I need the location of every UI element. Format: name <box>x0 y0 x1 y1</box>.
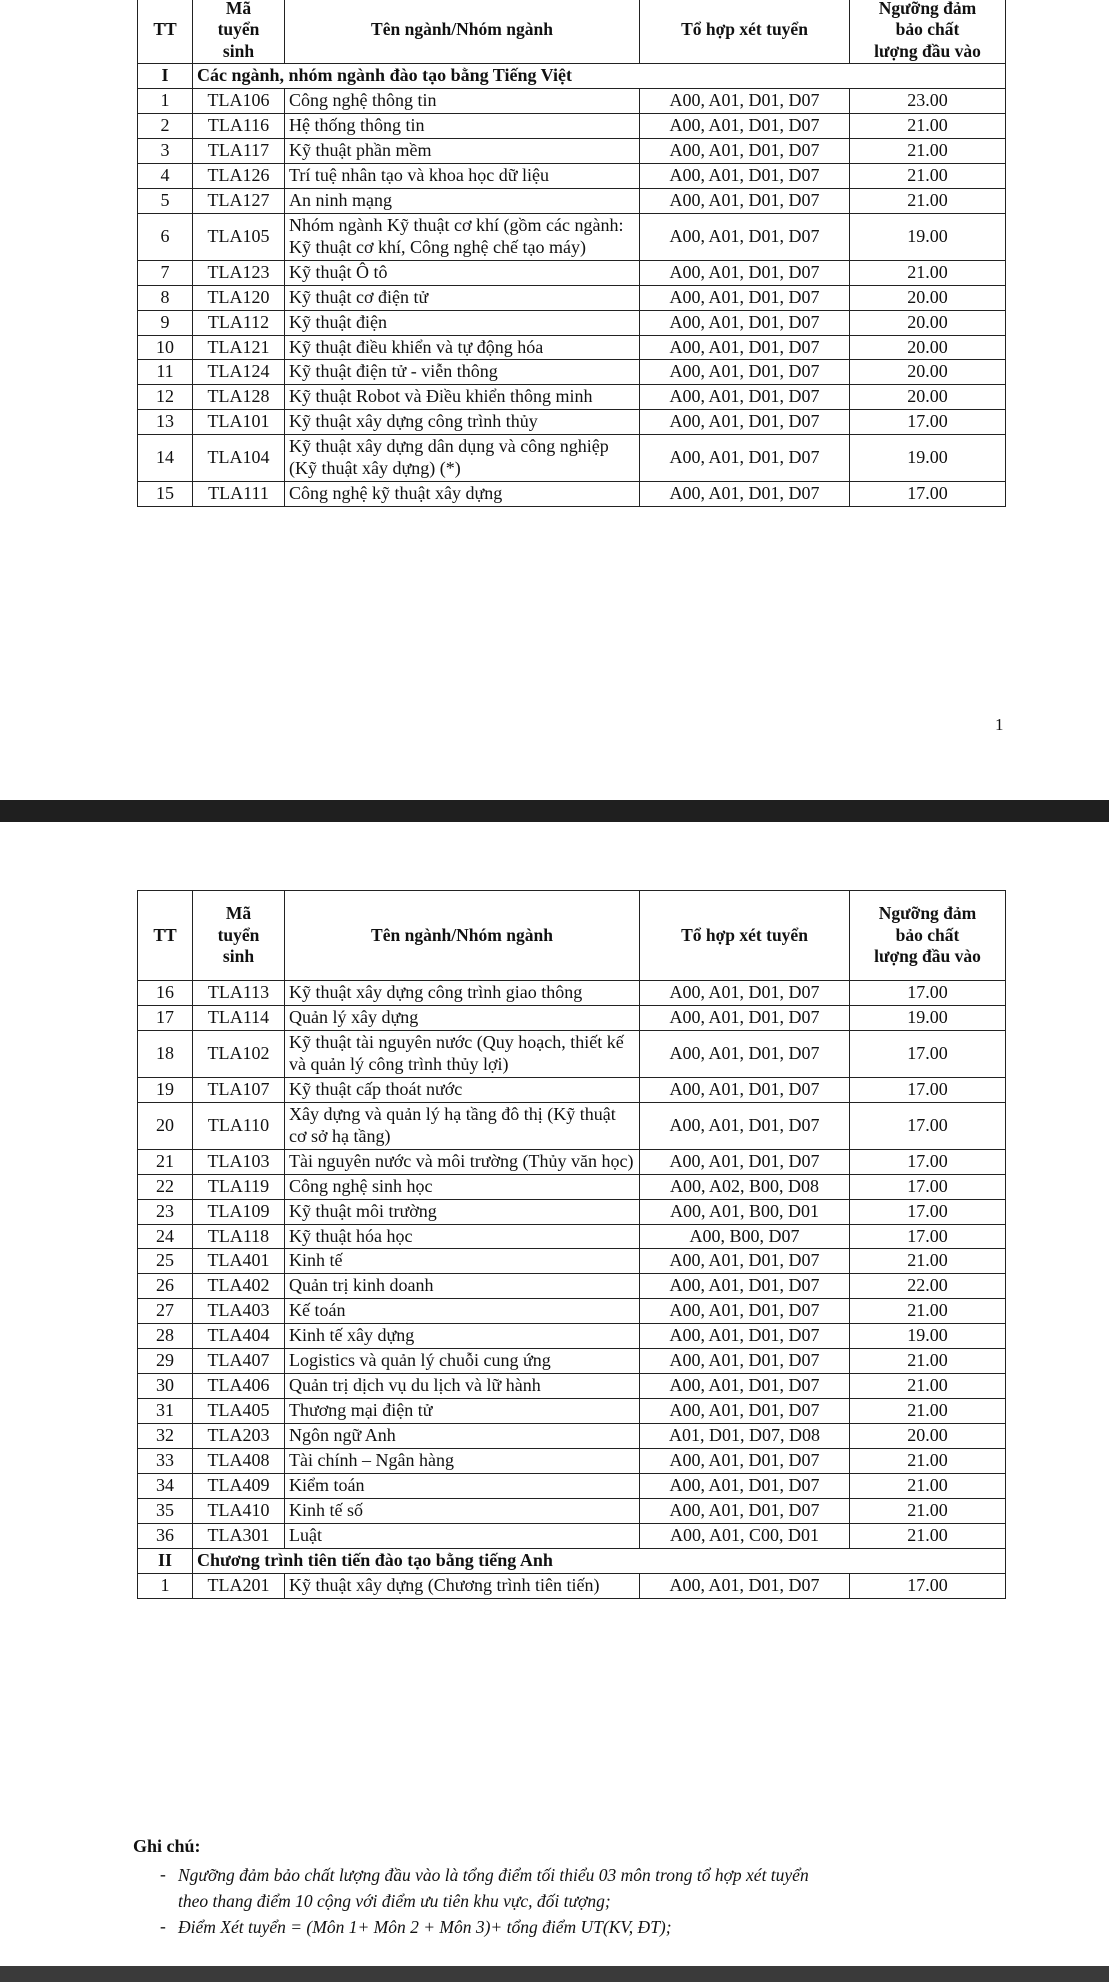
row-score: 21.00 <box>850 138 1006 163</box>
row-code: TLA109 <box>193 1199 285 1224</box>
table-row <box>138 113 1006 138</box>
header-score-line3: lượng đầu vào <box>874 946 981 967</box>
row-tt: 33 <box>138 1449 193 1474</box>
row-combo: A00, A01, D01, D07 <box>640 88 850 113</box>
row-name: Kỹ thuật cấp thoát nước <box>285 1077 640 1102</box>
header-tt: TT <box>138 0 193 64</box>
row-code: TLA111 <box>193 482 285 507</box>
row-name: Tài nguyên nước và môi trường (Thủy văn học) <box>285 1149 640 1174</box>
row-name: Kinh tế số <box>285 1499 640 1524</box>
row-name: Kỹ thuật cơ điện tử <box>285 285 640 310</box>
row-code: TLA203 <box>193 1424 285 1449</box>
document-page-1 <box>0 0 1109 800</box>
header-code-line1: Mã <box>225 903 252 924</box>
row-code: TLA405 <box>193 1399 285 1424</box>
row-tt: 11 <box>138 360 193 385</box>
note-2: Điểm Xét tuyển = (Môn 1+ Môn 2 + Môn 3)+ tổng điểm UT(KV, ĐT); <box>178 1917 672 1937</box>
row-combo: A00, A01, D01, D07 <box>640 1030 850 1077</box>
row-name: Kỹ thuật xây dựng dân dụng và công nghiệp (Kỹ thuật xây dựng) (*) <box>285 435 640 482</box>
row-name: Công nghệ kỹ thuật xây dựng <box>285 482 640 507</box>
row-tt: 4 <box>138 163 193 188</box>
admission-table-2 <box>137 890 1006 1599</box>
page-divider <box>0 800 1109 822</box>
row-tt: 12 <box>138 385 193 410</box>
row-score: 19.00 <box>850 213 1006 260</box>
row-combo: A00, A01, D01, D07 <box>640 188 850 213</box>
row-score: 19.00 <box>850 1005 1006 1030</box>
row-code: TLA406 <box>193 1374 285 1399</box>
row-score: 17.00 <box>850 1573 1006 1598</box>
row-combo: A00, A01, D01, D07 <box>640 981 850 1006</box>
header-code <box>193 891 285 981</box>
row-tt: 30 <box>138 1374 193 1399</box>
row-score: 21.00 <box>850 1249 1006 1274</box>
row-combo: A00, A01, C00, D01 <box>640 1523 850 1548</box>
table-row <box>138 1199 1006 1224</box>
table-row <box>138 138 1006 163</box>
row-tt: 8 <box>138 285 193 310</box>
row-code: TLA121 <box>193 335 285 360</box>
table-row <box>138 1374 1006 1399</box>
section-tt: II <box>138 1548 193 1573</box>
row-name: Kỹ thuật hóa học <box>285 1224 640 1249</box>
header-code-line2: tuyển <box>217 924 260 945</box>
section-row <box>138 1548 1006 1573</box>
row-score: 19.00 <box>850 1324 1006 1349</box>
table-row <box>138 1102 1006 1149</box>
row-code: TLA107 <box>193 1077 285 1102</box>
row-code: TLA112 <box>193 310 285 335</box>
row-combo: A00, A01, D01, D07 <box>640 1573 850 1598</box>
table-row <box>138 385 1006 410</box>
row-name: Kỹ thuật xây dựng công trình thủy <box>285 410 640 435</box>
section-title: Chương trình tiên tiến đào tạo bằng tiếng Anh <box>193 1548 1006 1573</box>
row-code: TLA402 <box>193 1274 285 1299</box>
row-tt: 24 <box>138 1224 193 1249</box>
row-name: Logistics và quản lý chuỗi cung ứng <box>285 1349 640 1374</box>
row-combo: A00, A01, D01, D07 <box>640 1249 850 1274</box>
header-code-line3: sinh <box>222 946 255 967</box>
row-combo: A00, A01, D01, D07 <box>640 1102 850 1149</box>
row-combo: A00, A01, D01, D07 <box>640 213 850 260</box>
row-code: TLA201 <box>193 1573 285 1598</box>
table-row <box>138 1324 1006 1349</box>
row-tt: 2 <box>138 113 193 138</box>
row-code: TLA110 <box>193 1102 285 1149</box>
table-row <box>138 1449 1006 1474</box>
row-tt: 27 <box>138 1299 193 1324</box>
row-name: Kỹ thuật phần mềm <box>285 138 640 163</box>
row-code: TLA104 <box>193 435 285 482</box>
row-score: 21.00 <box>850 1299 1006 1324</box>
row-score: 21.00 <box>850 188 1006 213</box>
row-tt: 1 <box>138 88 193 113</box>
row-tt: 1 <box>138 1573 193 1598</box>
row-name: Hệ thống thông tin <box>285 113 640 138</box>
header-combo: Tổ hợp xét tuyển <box>640 0 850 64</box>
row-tt: 20 <box>138 1102 193 1149</box>
row-tt: 10 <box>138 335 193 360</box>
bottom-edge-bar <box>0 1966 1109 1982</box>
table-header-row <box>138 891 1006 981</box>
header-code <box>193 0 285 64</box>
row-tt: 18 <box>138 1030 193 1077</box>
row-code: TLA101 <box>193 410 285 435</box>
row-score: 21.00 <box>850 1399 1006 1424</box>
table-row <box>138 1573 1006 1598</box>
row-combo: A00, A01, D01, D07 <box>640 1499 850 1524</box>
section-title: Các ngành, nhóm ngành đào tạo bằng Tiếng Việt <box>193 64 1006 89</box>
row-combo: A00, A01, D01, D07 <box>640 435 850 482</box>
row-combo: A00, A01, D01, D07 <box>640 1374 850 1399</box>
row-code: TLA407 <box>193 1349 285 1374</box>
row-code: TLA127 <box>193 188 285 213</box>
page-number: 1 <box>995 715 1004 734</box>
row-score: 17.00 <box>850 1077 1006 1102</box>
row-code: TLA113 <box>193 981 285 1006</box>
row-combo: A00, B00, D07 <box>640 1224 850 1249</box>
row-name: Ngôn ngữ Anh <box>285 1424 640 1449</box>
row-combo: A00, A01, D01, D07 <box>640 335 850 360</box>
row-name: An ninh mạng <box>285 188 640 213</box>
header-score <box>850 891 1006 981</box>
header-code-line3: sinh <box>222 40 255 61</box>
row-score: 21.00 <box>850 163 1006 188</box>
row-tt: 23 <box>138 1199 193 1224</box>
row-combo: A00, A01, D01, D07 <box>640 1449 850 1474</box>
row-tt: 16 <box>138 981 193 1006</box>
note-1-line-2: theo thang điểm 10 cộng với điểm ưu tiên khu vực, đối tượng; <box>178 1891 611 1911</box>
header-code-line2: tuyển <box>217 19 260 40</box>
row-name: Công nghệ thông tin <box>285 88 640 113</box>
row-combo: A00, A01, D01, D07 <box>640 1324 850 1349</box>
row-combo: A00, A01, D01, D07 <box>640 138 850 163</box>
row-score: 21.00 <box>850 1523 1006 1548</box>
row-name: Kỹ thuật xây dựng (Chương trình tiên tiến) <box>285 1573 640 1598</box>
row-combo: A01, D01, D07, D08 <box>640 1424 850 1449</box>
row-name: Kỹ thuật điều khiển và tự động hóa <box>285 335 640 360</box>
row-tt: 6 <box>138 213 193 260</box>
row-name: Kinh tế <box>285 1249 640 1274</box>
row-name: Kỹ thuật tài nguyên nước (Quy hoạch, thiết kế và quản lý công trình thủy lợi) <box>285 1030 640 1077</box>
row-code: TLA118 <box>193 1224 285 1249</box>
table-row <box>138 1224 1006 1249</box>
row-score: 21.00 <box>850 1374 1006 1399</box>
header-tt: TT <box>138 891 193 981</box>
row-tt: 13 <box>138 410 193 435</box>
row-name: Kỹ thuật Robot và Điều khiển thông minh <box>285 385 640 410</box>
table-row <box>138 435 1006 482</box>
row-code: TLA103 <box>193 1149 285 1174</box>
row-score: 20.00 <box>850 310 1006 335</box>
row-code: TLA301 <box>193 1523 285 1548</box>
row-code: TLA123 <box>193 260 285 285</box>
row-combo: A00, A01, D01, D07 <box>640 1399 850 1424</box>
row-name: Kiểm toán <box>285 1474 640 1499</box>
row-tt: 9 <box>138 310 193 335</box>
row-score: 17.00 <box>850 1030 1006 1077</box>
row-tt: 32 <box>138 1424 193 1449</box>
row-code: TLA116 <box>193 113 285 138</box>
row-score: 22.00 <box>850 1274 1006 1299</box>
row-score: 17.00 <box>850 1149 1006 1174</box>
row-code: TLA105 <box>193 213 285 260</box>
row-score: 17.00 <box>850 1224 1006 1249</box>
row-score: 20.00 <box>850 360 1006 385</box>
row-combo: A00, A01, D01, D07 <box>640 163 850 188</box>
row-name: Kỹ thuật xây dựng công trình giao thông <box>285 981 640 1006</box>
table-row <box>138 335 1006 360</box>
row-combo: A00, A01, D01, D07 <box>640 1077 850 1102</box>
row-score: 21.00 <box>850 1449 1006 1474</box>
table-row <box>138 188 1006 213</box>
row-code: TLA409 <box>193 1474 285 1499</box>
row-combo: A00, A01, B00, D01 <box>640 1199 850 1224</box>
table-row <box>138 285 1006 310</box>
table-row <box>138 1349 1006 1374</box>
row-combo: A00, A01, D01, D07 <box>640 1149 850 1174</box>
header-score-line3: lượng đầu vào <box>874 40 981 61</box>
row-tt: 25 <box>138 1249 193 1274</box>
row-code: TLA128 <box>193 385 285 410</box>
row-name: Luật <box>285 1523 640 1548</box>
row-score: 17.00 <box>850 1102 1006 1149</box>
row-tt: 22 <box>138 1174 193 1199</box>
row-combo: A00, A01, D01, D07 <box>640 385 850 410</box>
table-row <box>138 1249 1006 1274</box>
row-combo: A00, A01, D01, D07 <box>640 1349 850 1374</box>
row-code: TLA403 <box>193 1299 285 1324</box>
section-tt: I <box>138 64 193 89</box>
row-combo: A00, A01, D01, D07 <box>640 260 850 285</box>
row-code: TLA102 <box>193 1030 285 1077</box>
table-row <box>138 1299 1006 1324</box>
row-score: 17.00 <box>850 410 1006 435</box>
row-tt: 35 <box>138 1499 193 1524</box>
header-score <box>850 0 1006 64</box>
note-bullet: - <box>160 1916 166 1936</box>
row-name: Xây dựng và quản lý hạ tầng đô thị (Kỹ thuật cơ sở hạ tầng) <box>285 1102 640 1149</box>
row-score: 17.00 <box>850 981 1006 1006</box>
table-row <box>138 1399 1006 1424</box>
row-score: 20.00 <box>850 385 1006 410</box>
row-tt: 14 <box>138 435 193 482</box>
header-name: Tên ngành/Nhóm ngành <box>285 0 640 64</box>
table-row <box>138 1077 1006 1102</box>
table-row <box>138 213 1006 260</box>
row-score: 20.00 <box>850 285 1006 310</box>
row-code: TLA401 <box>193 1249 285 1274</box>
row-tt: 31 <box>138 1399 193 1424</box>
row-combo: A00, A01, D01, D07 <box>640 285 850 310</box>
row-score: 21.00 <box>850 1499 1006 1524</box>
row-tt: 7 <box>138 260 193 285</box>
row-code: TLA124 <box>193 360 285 385</box>
row-code: TLA126 <box>193 163 285 188</box>
header-code-line1: Mã <box>225 0 252 18</box>
table-row <box>138 410 1006 435</box>
row-score: 19.00 <box>850 435 1006 482</box>
row-tt: 29 <box>138 1349 193 1374</box>
row-tt: 26 <box>138 1274 193 1299</box>
row-combo: A00, A01, D01, D07 <box>640 1299 850 1324</box>
row-name: Quản trị kinh doanh <box>285 1274 640 1299</box>
header-score-line1: Ngưỡng đảm <box>878 0 977 18</box>
row-score: 17.00 <box>850 482 1006 507</box>
table-row <box>138 310 1006 335</box>
table-row <box>138 163 1006 188</box>
row-combo: A00, A01, D01, D07 <box>640 1474 850 1499</box>
table-row <box>138 1005 1006 1030</box>
table-row <box>138 1274 1006 1299</box>
row-name: Nhóm ngành Kỹ thuật cơ khí (gồm các ngành: Kỹ thuật cơ khí, Công nghệ chế tạo máy) <box>285 213 640 260</box>
row-combo: A00, A01, D01, D07 <box>640 1274 850 1299</box>
table-row <box>138 981 1006 1006</box>
table-row <box>138 360 1006 385</box>
row-tt: 36 <box>138 1523 193 1548</box>
note-bullet: - <box>160 1864 166 1884</box>
row-combo: A00, A01, D01, D07 <box>640 410 850 435</box>
row-code: TLA114 <box>193 1005 285 1030</box>
row-score: 21.00 <box>850 260 1006 285</box>
table-row <box>138 1474 1006 1499</box>
row-name: Kỹ thuật điện <box>285 310 640 335</box>
table-row <box>138 1149 1006 1174</box>
row-score: 21.00 <box>850 113 1006 138</box>
header-score-line2: bảo chất <box>895 924 960 945</box>
row-score: 21.00 <box>850 1349 1006 1374</box>
row-code: TLA117 <box>193 138 285 163</box>
table-row <box>138 260 1006 285</box>
row-score: 17.00 <box>850 1199 1006 1224</box>
row-score: 17.00 <box>850 1174 1006 1199</box>
table-row <box>138 1030 1006 1077</box>
section-row <box>138 64 1006 89</box>
header-score-line1: Ngưỡng đảm <box>878 903 977 924</box>
row-name: Kinh tế xây dựng <box>285 1324 640 1349</box>
row-combo: A00, A01, D01, D07 <box>640 1005 850 1030</box>
row-tt: 19 <box>138 1077 193 1102</box>
table-row <box>138 1499 1006 1524</box>
row-code: TLA404 <box>193 1324 285 1349</box>
row-code: TLA410 <box>193 1499 285 1524</box>
row-code: TLA120 <box>193 285 285 310</box>
row-score: 20.00 <box>850 335 1006 360</box>
row-tt: 15 <box>138 482 193 507</box>
table-row <box>138 482 1006 507</box>
row-code: TLA408 <box>193 1449 285 1474</box>
admission-table-1 <box>137 0 1006 507</box>
row-score: 21.00 <box>850 1474 1006 1499</box>
row-name: Kỹ thuật điện tử - viễn thông <box>285 360 640 385</box>
row-combo: A00, A01, D01, D07 <box>640 482 850 507</box>
row-tt: 5 <box>138 188 193 213</box>
header-score-line2: bảo chất <box>895 19 960 40</box>
row-tt: 17 <box>138 1005 193 1030</box>
header-name: Tên ngành/Nhóm ngành <box>285 891 640 981</box>
row-name: Công nghệ sinh học <box>285 1174 640 1199</box>
table-row <box>138 1523 1006 1548</box>
table-row <box>138 88 1006 113</box>
row-score: 23.00 <box>850 88 1006 113</box>
row-combo: A00, A01, D01, D07 <box>640 310 850 335</box>
row-combo: A00, A01, D01, D07 <box>640 360 850 385</box>
row-code: TLA106 <box>193 88 285 113</box>
row-name: Quản lý xây dựng <box>285 1005 640 1030</box>
table-header-row <box>138 0 1006 64</box>
header-combo: Tổ hợp xét tuyển <box>640 891 850 981</box>
row-tt: 21 <box>138 1149 193 1174</box>
row-combo: A00, A01, D01, D07 <box>640 113 850 138</box>
row-name: Kỹ thuật Ô tô <box>285 260 640 285</box>
notes-title: Ghi chú: <box>133 1836 201 1856</box>
row-name: Thương mại điện tử <box>285 1399 640 1424</box>
row-name: Tài chính – Ngân hàng <box>285 1449 640 1474</box>
row-tt: 34 <box>138 1474 193 1499</box>
row-tt: 3 <box>138 138 193 163</box>
row-code: TLA119 <box>193 1174 285 1199</box>
table-row <box>138 1424 1006 1449</box>
row-score: 20.00 <box>850 1424 1006 1449</box>
row-combo: A00, A02, B00, D08 <box>640 1174 850 1199</box>
row-tt: 28 <box>138 1324 193 1349</box>
table-row <box>138 1174 1006 1199</box>
row-name: Quản trị dịch vụ du lịch và lữ hành <box>285 1374 640 1399</box>
row-name: Trí tuệ nhân tạo và khoa học dữ liệu <box>285 163 640 188</box>
note-1-line-1: Ngưỡng đảm bảo chất lượng đầu vào là tổng điểm tối thiểu 03 môn trong tổ hợp xét tuyển <box>178 1865 809 1885</box>
row-name: Kế toán <box>285 1299 640 1324</box>
row-name: Kỹ thuật môi trường <box>285 1199 640 1224</box>
